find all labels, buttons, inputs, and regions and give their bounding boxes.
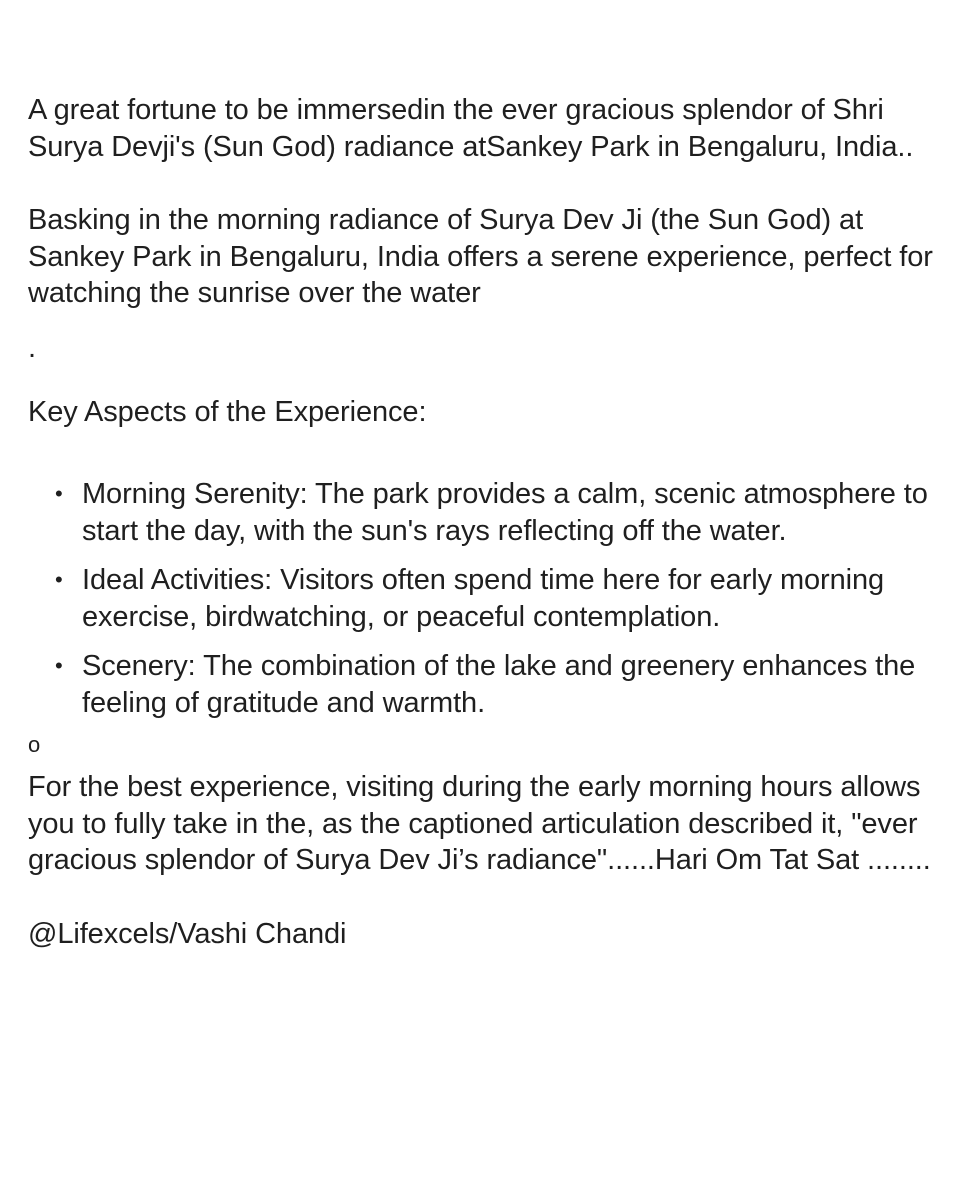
bullet-icon: • (55, 567, 63, 592)
bullet-icon: • (55, 653, 63, 678)
post-text (28, 92, 938, 952)
list-item (28, 648, 938, 721)
intro-paragraph: A great fortune to be immersedin the ever gracious splendor of Shri Surya Devji's (Sun God) radiance atSankey Park in Bengaluru, India.. (28, 94, 914, 163)
list-item (28, 562, 938, 635)
stray-dot: . (28, 331, 36, 364)
aspect-text: Morning Serenity: The park provides a calm, scenic atmosphere to start the day, with the sun's rays reflecting off the water. (82, 478, 928, 547)
list-item (28, 476, 938, 549)
aspect-text: Ideal Activities: Visitors often spend time here for early morning exercise, birdwatching, or peaceful contemplation. (82, 564, 885, 633)
aspect-text: Scenery: The combination of the lake and greenery enhances the feeling of gratitude and warmth. (82, 650, 916, 719)
stray-circle: o (28, 732, 41, 757)
key-aspects-list (28, 476, 938, 721)
bullet-icon: • (55, 481, 63, 506)
closing-paragraph: For the best experience, visiting during the early morning hours allows you to fully take in the, as the captioned articulation described it, "ever gracious splendor of Surya Dev Ji’s radiance"......Hari Om Tat Sat ........ (28, 771, 931, 876)
basking-paragraph: Basking in the morning radiance of Surya Dev Ji (the Sun God) at Sankey Park in Bengaluru, India offers a serene experience, perfect for watching the sunrise over the water (28, 204, 933, 309)
key-aspects-heading: Key Aspects of the Experience: (28, 395, 427, 428)
signature: @Lifexcels/Vashi Chandi (28, 917, 347, 950)
